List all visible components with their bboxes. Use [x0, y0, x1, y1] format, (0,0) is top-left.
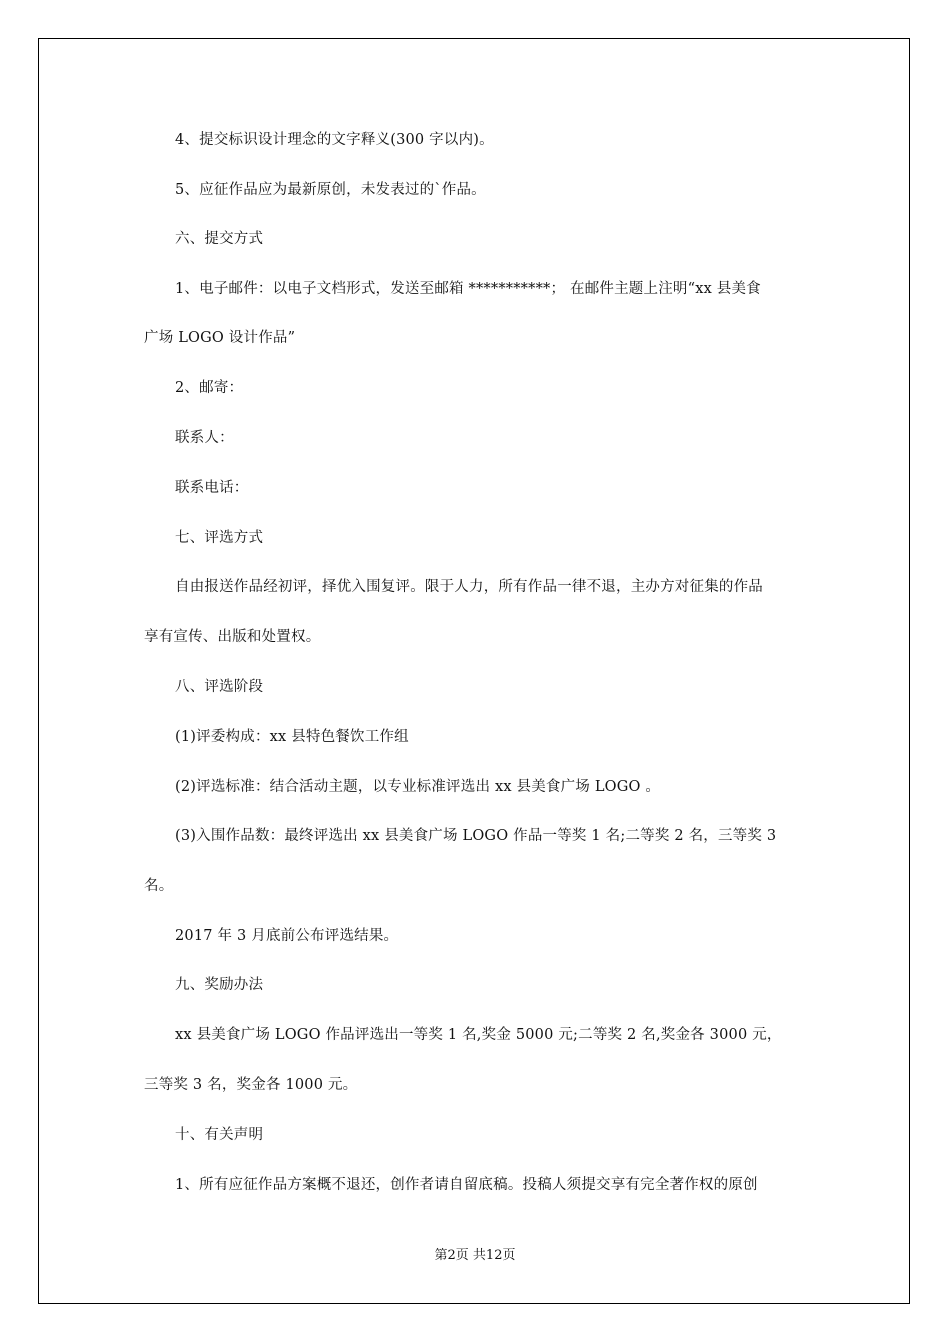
paragraph-line: 广场 LOGO 设计作品”: [144, 330, 296, 346]
paragraph-line: 名。: [144, 878, 174, 894]
paragraph-line: 5、应征作品应为最新原创，未发表过的`作品。: [175, 182, 486, 198]
section-heading: 九、奖励办法: [175, 977, 264, 993]
paragraph-line: 自由报送作品经初评，择优入围复评。限于人力，所有作品一律不退，主办方对征集的作品: [175, 579, 763, 595]
paragraph-line: 联系电话：: [175, 480, 249, 496]
paragraph-line: 4、提交标识设计理念的文字释义(300 字以内)。: [175, 132, 494, 148]
section-heading: 十、有关声明: [175, 1127, 264, 1143]
paragraph-line: 1、所有应征作品方案概不退还，创作者请自留底稿。投稿人须提交享有完全著作权的原创: [175, 1177, 758, 1193]
page-number-footer: 第2页 共12页: [434, 1248, 516, 1263]
paragraph-line: 1、电子邮件：以电子文档形式，发送至邮箱 ***********； 在邮件主题上注明“xx 县美食: [175, 281, 761, 297]
section-heading: 八、评选阶段: [175, 679, 264, 695]
paragraph-line: (2)评选标准：结合活动主题，以专业标准评选出 xx 县美食广场 LOGO 。: [175, 779, 661, 795]
paragraph-line: (3)入围作品数：最终评选出 xx 县美食广场 LOGO 作品一等奖 1 名;二等奖 2 名，三等奖 3: [175, 828, 777, 844]
paragraph-line: 三等奖 3 名，奖金各 1000 元。: [144, 1077, 358, 1093]
paragraph-line: xx 县美食广场 LOGO 作品评选出一等奖 1 名,奖金 5000 元;二等奖 2 名,奖金各 3000 元，: [175, 1027, 782, 1043]
page-border: [38, 38, 910, 1304]
paragraph-line: 联系人：: [175, 430, 234, 446]
section-heading: 七、评选方式: [175, 530, 264, 546]
section-heading: 六、提交方式: [175, 231, 264, 247]
paragraph-line: (1)评委构成：xx 县特色餐饮工作组: [175, 729, 409, 745]
paragraph-line: 2017 年 3 月底前公布评选结果。: [175, 928, 399, 944]
paragraph-line: 2、邮寄：: [175, 380, 244, 396]
paragraph-line: 享有宣传、出版和处置权。: [144, 629, 321, 645]
